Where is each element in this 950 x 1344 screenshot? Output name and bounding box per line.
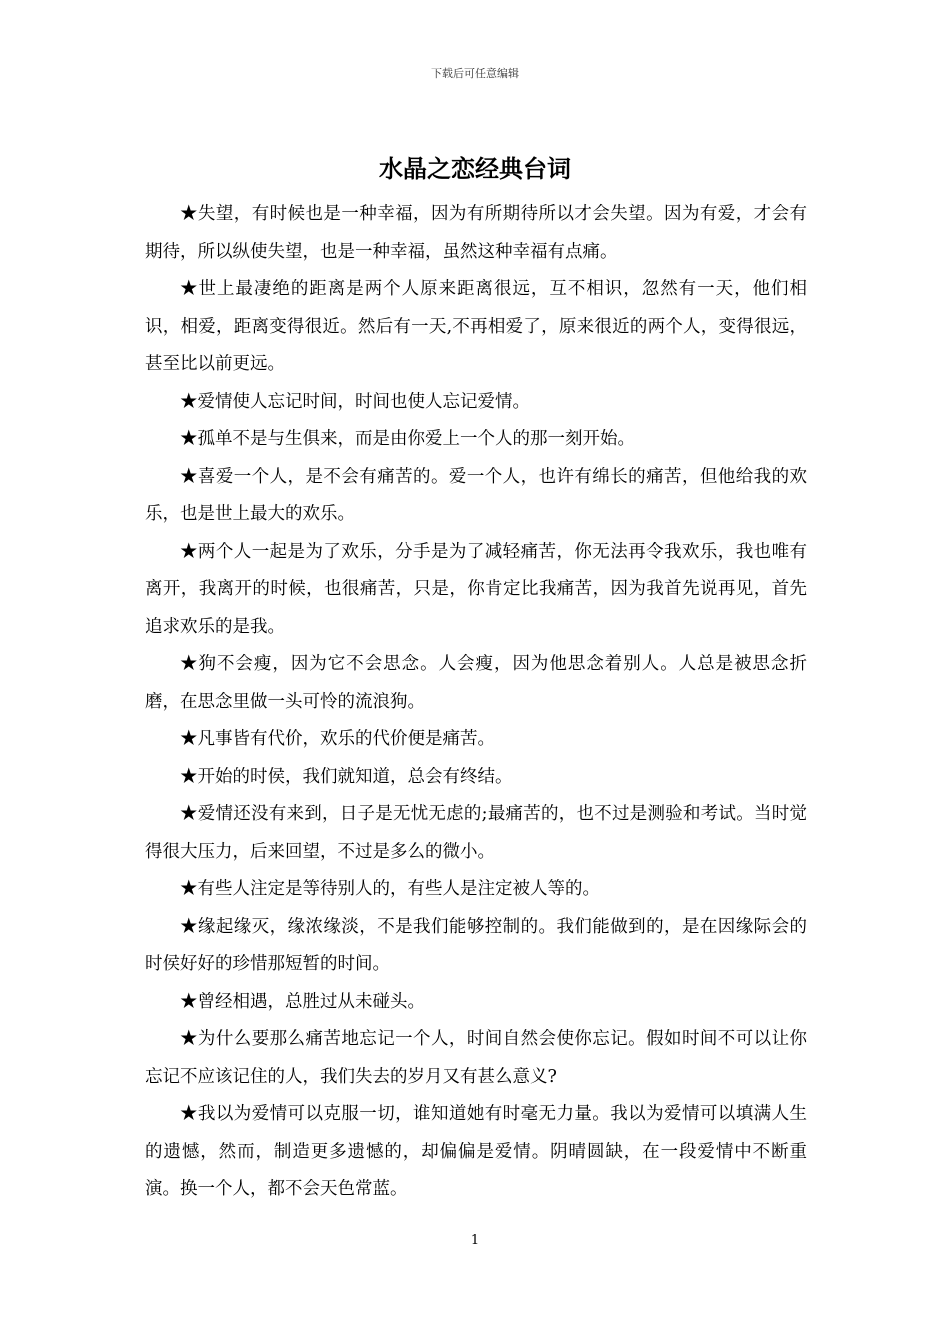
page-header: 下载后可任意编辑	[431, 67, 519, 80]
quote-paragraph: ★我以为爱情可以克服一切，谁知道她有时毫无力量。我以为爱情可以填满人生的遗憾，然而，制造更多遗憾的，却偏偏是爱情。阴晴圆缺，在一段爱情中不断重演。换一个人，都不会天色常蓝。	[145, 1104, 807, 1199]
quote-paragraph: ★爱情还没有来到，日子是无忧无虑的;最痛苦的，也不过是测验和考试。当时觉得很大压力，后来回望，不过是多么的微小。	[145, 804, 807, 862]
quote-paragraph: ★爱情使人忘记时间，时间也使人忘记爱情。	[180, 391, 530, 412]
document-title: 水晶之恋经典台词	[379, 155, 571, 183]
quote-paragraph: ★喜爱一个人，是不会有痛苦的。爱一个人，也许有绵长的痛苦，但他给我的欢乐，也是世上最大的欢乐。	[145, 466, 807, 524]
quote-paragraph: ★为什么要那么痛苦地忘记一个人，时间自然会使你忘记。假如时间不可以让你忘记不应该记住的人，我们失去的岁月又有甚么意义?	[145, 1029, 807, 1087]
quote-paragraph: ★失望，有时候也是一种幸福，因为有所期待所以才会失望。因为有爱，才会有期待，所以纵使失望，也是一种幸福，虽然这种幸福有点痛。	[145, 204, 807, 262]
quote-paragraph: ★曾经相遇，总胜过从未碰头。	[180, 991, 425, 1012]
quote-paragraph: ★缘起缘灭，缘浓缘淡，不是我们能够控制的。我们能做到的，是在因缘际会的时侯好好的珍惜那短暂的时间。	[145, 916, 807, 974]
quote-paragraph: ★孤单不是与生俱来，而是由你爱上一个人的那一刻开始。	[180, 429, 635, 449]
quote-paragraph: ★狗不会瘦，因为它不会思念。人会瘦，因为他思念着别人。人总是被思念折磨，在思念里做一头可怜的流浪狗。	[145, 654, 807, 712]
page-number: 1	[470, 1233, 480, 1248]
quote-paragraph: ★有些人注定是等待别人的，有些人是注定被人等的。	[180, 879, 600, 899]
quote-paragraph: ★世上最凄绝的距离是两个人原来距离很远，互不相识，忽然有一天，他们相识，相爱，距离变得很近。然后有一天,不再相爱了，原来很近的两个人，变得很远，甚至比以前更远。	[145, 279, 807, 374]
quote-paragraph: ★两个人一起是为了欢乐，分手是为了减轻痛苦，你无法再令我欢乐，我也唯有离开，我离开的时候，也很痛苦，只是，你肯定比我痛苦，因为我首先说再见，首先追求欢乐的是我。	[145, 541, 807, 637]
quote-paragraph: ★凡事皆有代价，欢乐的代价便是痛苦。	[180, 729, 495, 749]
document-body	[145, 196, 807, 1209]
quote-paragraph: ★开始的时侯，我们就知道，总会有终结。	[180, 766, 513, 787]
